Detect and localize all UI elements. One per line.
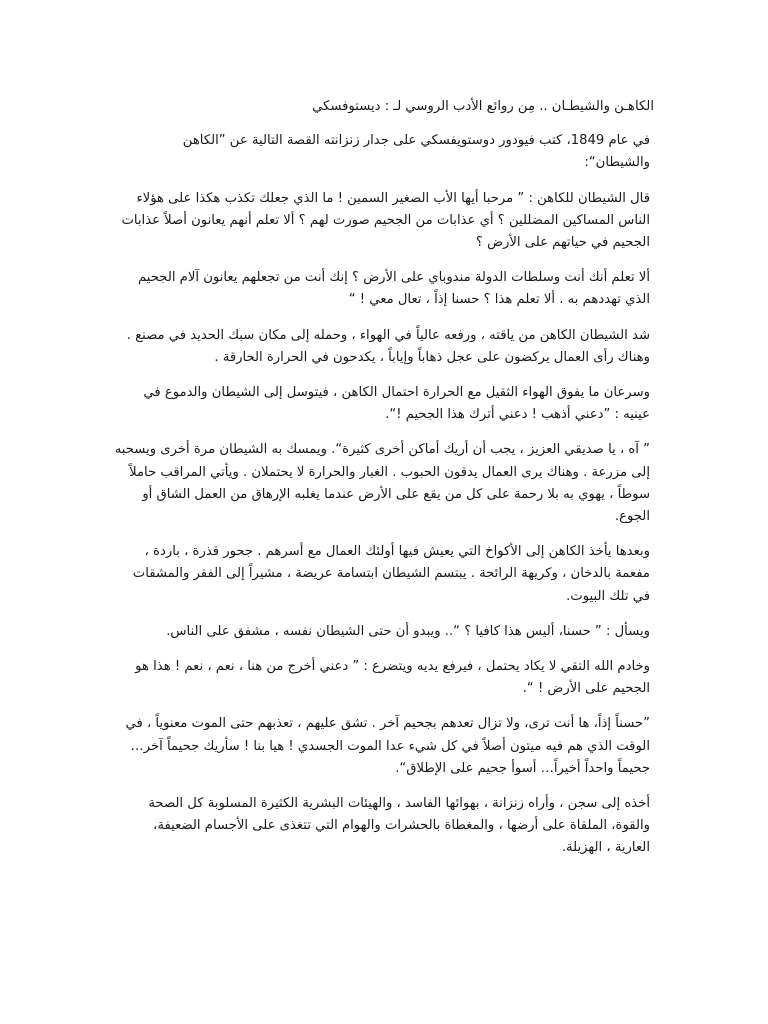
paragraph-2: قال الشيطان للكاهن : ” مرحبا أيها الأب الصغير السمين ! ما الذي جعلك تكذب هكذا على هؤلاء الناس المساكين المضللين ؟ أي عذابات من الجحيم صورت لهم ؟ ألا تعلم أنهم يعانون أصلاً عذابات الجحيم في حياتهم على الأرض ؟ xyxy=(121,190,650,251)
paragraph-5: وسرعان ما يفوق الهواء الثقيل مع الحرارة احتمال الكاهن ، فيتوسل إلى الشيطان والدموع في عينيه : ”دعني أذهب ! دعني أترك هذا الجحيم !“. xyxy=(143,385,650,423)
paragraph-9: وخادم الله التقي لا يكاد يحتمل ، فيرفع يديه ويتضرع : ” دعني أخرج من هنا ، نعم ، نعم ! هذا هو الجحيم على الأرض ! “. xyxy=(135,659,650,697)
paragraph-8: ويسأل : ” حسنا، أليس هذا كافيا ؟ “.. ويبدو أن حتى الشيطان نفسه ، مشفق على الناس. xyxy=(166,623,650,639)
paragraph-4: شد الشيطان الكاهن من ياقته ، ورفعه عالياً في الهواء ، وحمله إلى مكان سبك الحديد في مصنع . وهناك رأى العمال يركضون على عجل ذهاباً وإياباً ، يكدحون في الحرارة الحارقة . xyxy=(126,327,650,365)
paragraph-11: أخذه إلى سجن ، وأراه زنزانة ، بهوائها الفاسد ، والهيئات البشرية الكثيرة المسلوبة كل الصحة والقوة، الملقاة على أرضها ، والمغطاة بالحشرات والهوام التي تتغذى على الأجسام الضعيفة، العارية ، الهزيلة. xyxy=(148,796,650,856)
document-title: الكاهـن والشيطـان .. مِن روائع الأدب الروسي لـ : ديستوفسكي xyxy=(312,99,654,114)
paragraph-6: ” آه ، يا صديقي العزيز ، يجب أن أريك أماكن أخرى كثيرة“. ويمسك به الشيطان مرة أخرى ويسحبه إلى مزرعة . وهناك يرى العمال يدقون الحبوب . الغبار والحرارة لا يحتملان . ويأتي المراقب حاملاً سوطاً ، يهوي به بلا رحمة على كل من يقع على الأرض عندما يغلبه الإرهاق من العمل الشاق أو الجوع. xyxy=(114,442,650,525)
paragraph-10: ”حسناً إذاً، ها أنت ترى، ولا تزال تعدهم بجحيم آخر . تشق عليهم ، تعذبهم حتى الموت معنوياً ، في الوقت الذي هم فيه ميتون أصلاً في كل شيء عدا الموت الجسدي ! هيا بنا ! سأريك جحيماً آخر… جحيماً واحداً أخيراً… أسوأ جحيم على الإطلاق“. xyxy=(125,716,650,776)
paragraph-3: ألا تعلم أنك أنت وسلطات الدولة مندوباي على الأرض ؟ إنك أنت من تجعلهم يعانون آلام الجحيم الذي تهددهم به . ألا تعلم هذا ؟ حسنا إذاً ، تعال معي ! “ xyxy=(138,270,650,308)
document-page xyxy=(114,96,654,873)
paragraph-7: وبعدها يأخذ الكاهن إلى الأكواخ التي يعيش فيها أولئك العمال مع أسرهم . جحور قذرة ، باردة ، مفعمة بالدخان ، وكريهة الرائحة . يبتسم الشيطان ابتسامة عريضة ، مشيراً إلى الفقر والمشقات في تلك البيوت. xyxy=(132,544,650,604)
paragraph-1: في عام 1849، كتب فيودور دوستويفسكي على جدار زنزانته القصة التالية عن ”الكاهن والشيطان“: xyxy=(182,133,650,171)
